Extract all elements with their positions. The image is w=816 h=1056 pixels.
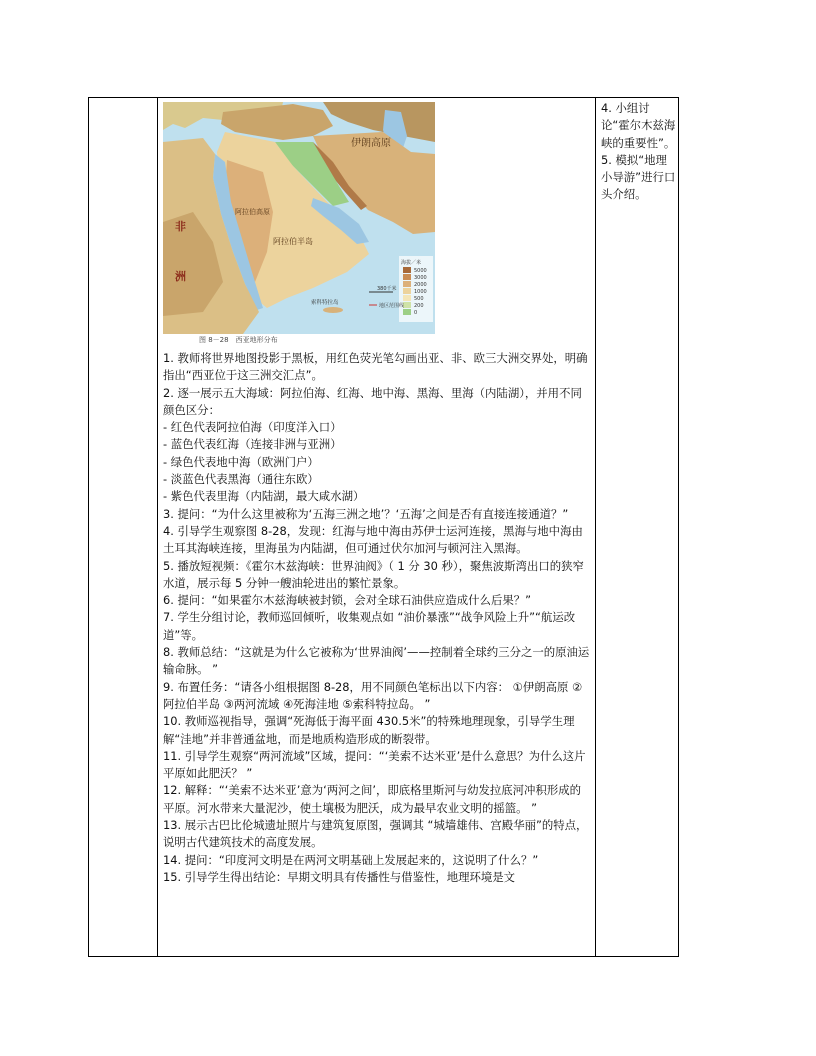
teaching-step: 15. 引导学生得出结论：早期文明具有传播性与借鉴性，地理环境是文 bbox=[163, 869, 516, 884]
student-activity-cell bbox=[601, 100, 677, 204]
legend-level-label: 500 bbox=[414, 296, 424, 302]
map-label-africa-2: 洲 bbox=[175, 270, 186, 283]
teaching-step: 14. 提问：“印度河文明是在两河文明基础上发展起来的，这说明了什么？” bbox=[163, 852, 539, 867]
legend-swatch bbox=[403, 281, 411, 287]
legend-swatch bbox=[403, 295, 411, 301]
teaching-step: 11. 引导学生观察“两河流域”区域，提问：“‘美索不达米亚’是什么意思？为什么这片平原如此肥沃？ ” bbox=[163, 748, 586, 781]
teaching-step: 6. 提问：“如果霍尔木兹海峡被封锁，会对全球石油供应造成什么后果？” bbox=[163, 593, 532, 608]
legend-swatch bbox=[403, 302, 411, 308]
legend-level-label: 3000 bbox=[414, 275, 427, 281]
teaching-step: 8. 教师总结：“这就是为什么它被称为‘世界油阀’——控制着全球约三分之一的原油运输命脉。 ” bbox=[163, 645, 590, 677]
map-label-africa-1: 非 bbox=[175, 220, 186, 233]
teaching-step: 7. 学生分组讨论，教师巡回倾听，收集观点如 “油价暴涨”“战争风险上升”“航运改道”等。 bbox=[163, 610, 576, 642]
legend-swatch bbox=[403, 309, 411, 315]
west-asia-terrain-map bbox=[163, 102, 435, 334]
map-legend bbox=[399, 256, 433, 322]
teaching-step: - 紫色代表里海（内陆湖，最大咸水湖） bbox=[163, 489, 365, 504]
map-label-arabian-plateau: 阿拉伯高原 bbox=[235, 208, 270, 216]
teaching-step: 12. 解释：“‘美索不达米亚’意为‘两河之间’，即底格里斯河与幼发拉底河冲积形成的平原。河水带来大量泥沙，使土壤极为肥沃，成为最早农业文明的摇篮。 ” bbox=[163, 783, 582, 815]
legend-level-label: 200 bbox=[414, 303, 424, 309]
student-activity-item: 5. 模拟“地理小导游”进行口头介绍。 bbox=[601, 152, 676, 202]
terrain-map-image bbox=[163, 102, 435, 334]
legend-region-line-label: 地区范围线 bbox=[379, 303, 405, 309]
legend-level-label: 2000 bbox=[414, 282, 427, 288]
map-caption: 图 8－28 西亚地形分布 bbox=[199, 336, 278, 344]
map-label-arabian-peninsula: 阿拉伯半岛 bbox=[273, 237, 313, 246]
teacher-activity-cell bbox=[163, 102, 591, 886]
teaching-step: 1. 教师将世界地图投影于黑板，用红色荧光笔勾画出亚、非、欧三大洲交界处，明确指出“西亚位于这三洲交汇点”。 bbox=[163, 351, 588, 383]
scale-label: 380千米 bbox=[377, 286, 397, 292]
teaching-step: - 绿色代表地中海（欧洲门户） bbox=[163, 454, 319, 469]
map-label-socotra: 索科特拉岛 bbox=[311, 300, 339, 306]
legend-level-label: 1000 bbox=[414, 289, 427, 295]
teaching-steps-list bbox=[163, 350, 591, 886]
legend-level-label: 5000 bbox=[414, 268, 427, 274]
teaching-step: - 蓝色代表红海（连接非洲与亚洲） bbox=[163, 437, 342, 452]
lesson-table bbox=[88, 97, 679, 957]
map-label-iran-plateau: 伊朗高原 bbox=[351, 138, 391, 149]
teaching-step: 9. 布置任务：“请各小组根据图 8-28，用不同颜色笔标出以下内容： ①伊朗高原 ②阿拉伯半岛 ③两河流域 ④死海洼地 ⑤索科特拉岛。 ” bbox=[163, 679, 583, 711]
teaching-step: 5. 播放短视频：《霍尔木兹海峡：世界油阀》（ 1 分 30 秒），聚焦波斯湾出口的狭窄水道，展示每 5 分钟一艘油轮进出的繁忙景象。 bbox=[163, 558, 584, 590]
teaching-step: 4. 引导学生观察图 8-28，发现：红海与地中海由苏伊士运河连接，黑海与地中海由土耳其海峡连接，里海虽为内陆湖，但可通过伏尔加河与顿河注入黑海。 bbox=[163, 523, 583, 556]
teaching-step: 3. 提问：“为什么这里被称为‘五海三洲之地’？‘五海’之间是否有直接连接通道？” bbox=[163, 506, 569, 521]
teaching-step: 2. 逐一展示五大海域：阿拉伯海、红海、地中海、黑海、里海（内陆湖），并用不同颜色区分： bbox=[163, 385, 582, 417]
teaching-step: 13. 展示古巴比伦城遗址照片与建筑复原图，强调其 “城墙雄伟、宫殿华丽”的特点，说明古代建筑技术的高度发展。 bbox=[163, 818, 588, 850]
student-activity-item: 4. 小组讨论“霍尔木兹海峡的重要性”。 bbox=[601, 101, 676, 150]
teaching-step: - 红色代表阿拉伯海（印度洋入口） bbox=[163, 420, 342, 435]
legend-swatch bbox=[403, 274, 411, 280]
legend-title: 海拔／米 bbox=[401, 260, 422, 266]
column-divider-left bbox=[157, 98, 158, 956]
legend-swatch bbox=[403, 267, 411, 273]
teaching-step: 10. 教师巡视指导，强调“死海低于海平面 430.5米”的特殊地理现象，引导学生理解“洼地”并非普通盆地，而是地质构造形成的断裂带。 bbox=[163, 714, 575, 746]
teaching-step: - 淡蓝色代表黑海（通往东欧） bbox=[163, 472, 319, 487]
legend-swatch bbox=[403, 288, 411, 294]
column-divider-right bbox=[595, 98, 596, 956]
legend-level-label: 0 bbox=[414, 310, 418, 316]
